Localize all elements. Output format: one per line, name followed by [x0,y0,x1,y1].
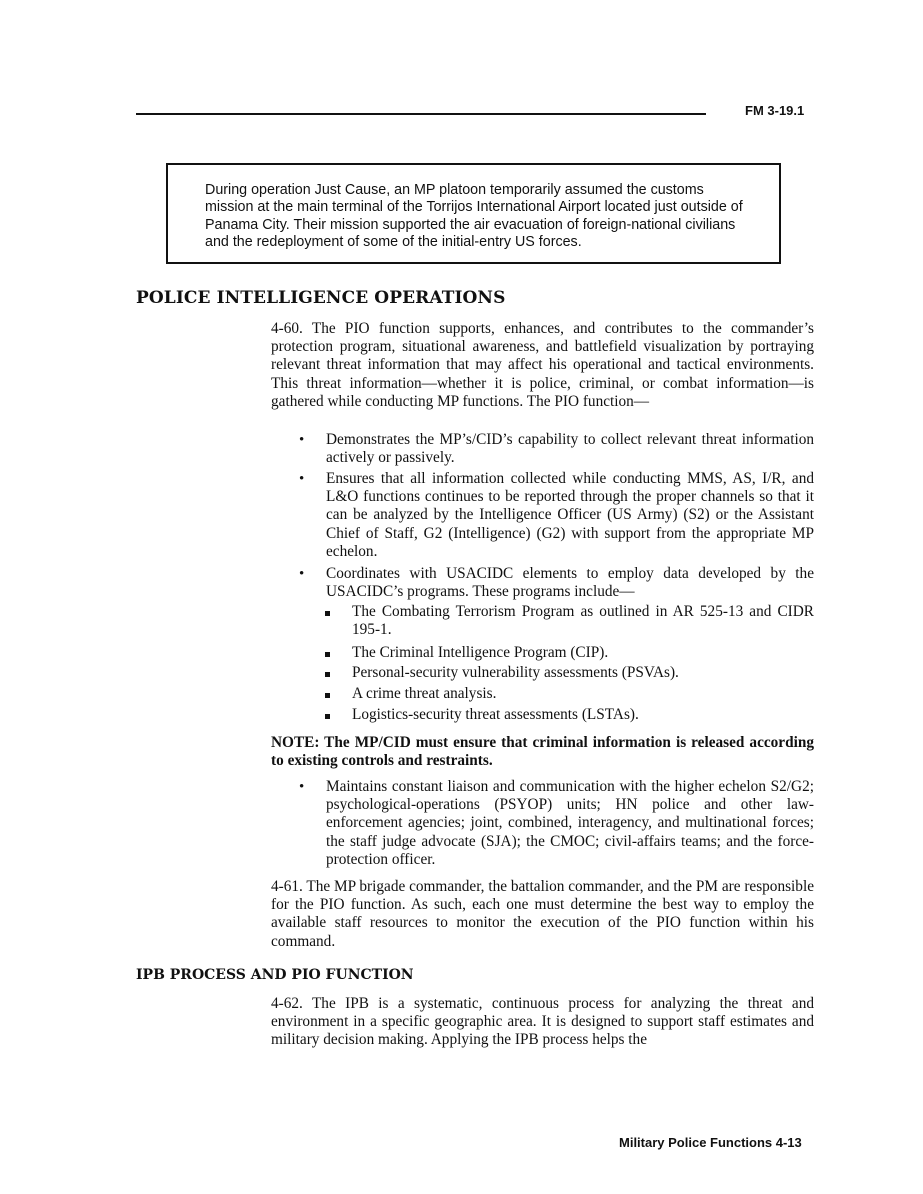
bullet-marker: • [299,566,305,582]
page-footer: Military Police Functions 4-13 [619,1135,802,1150]
sub-bullet-item: Personal-security vulnerability assessments (PSVAs). [352,664,679,681]
paragraph-4-61: 4-61. The MP brigade commander, the battalion commander, and the PM are responsible for the PIO function. As such, each one must determine the best way to employ the available staff resources to monitor the execution of the PIO function within his command. [271,878,814,950]
sub-bullet-item: The Criminal Intelligence Program (CIP). [352,644,609,661]
bullet-marker: • [299,471,305,487]
callout-text: During operation Just Cause, an MP platoon temporarily assumed the customs mission at the main terminal of the Torrijos International Airport located just outside of Panama City. Their mission supported the air evacuation of foreign-national civilians and the redeployment of some of the initial-entry US forces. [205,182,743,251]
note-text: NOTE: The MP/CID must ensure that criminal information is released according to existing controls and restraints. [271,734,814,770]
sub-bullet-marker [325,611,330,616]
bullet-item: Coordinates with USACIDC elements to employ data developed by the USACIDC’s programs. These programs include— [326,565,814,601]
sub-bullet-marker [325,672,330,677]
sub-bullet-marker [325,693,330,698]
bullet-marker: • [299,432,305,448]
sub-bullet-marker [325,652,330,657]
bullet-item: Maintains constant liaison and communication with the higher echelon S2/G2; psychological-operations (PSYOP) units; HN police and other law-enforcement agencies; joint, combined, interagency, and multinational forces; the staff judge advocate (SJA); the CMOC; civil-affairs teams; and the force-protection officer. [326,778,814,868]
bullet-item: Demonstrates the MP’s/CID’s capability to collect relevant threat information actively or passively. [326,431,814,467]
callout-box [166,163,781,264]
header-rule [136,113,706,115]
sub-bullet-item: Logistics-security threat assessments (LSTAs). [352,706,639,723]
sub-bullet-item: The Combating Terrorism Program as outlined in AR 525-13 and CIDR 195-1. [352,603,814,639]
section-heading-ipb: IPB PROCESS AND PIO FUNCTION [136,967,414,983]
sub-bullet-item: A crime threat analysis. [352,685,497,702]
bullet-item: Ensures that all information collected while conducting MMS, AS, I/R, and L&O functions continues to be reported through the proper channels so that it can be analyzed by the Intelligence Officer (US Army) (S2) or the Assistant Chief of Staff, G2 (Intelligence) (G2) with support from the appropriate MP echelon. [326,470,814,560]
paragraph-4-62: 4-62. The IPB is a systematic, continuous process for analyzing the threat and environment in a specific geographic area. It is designed to support staff estimates and military decision making. Applying the IPB process helps the [271,995,814,1049]
paragraph-4-60: 4-60. The PIO function supports, enhances, and contributes to the commander’s protection program, situational awareness, and battlefield visualization by portraying relevant threat information that may affect his operational and tactical environments. This threat information—whether it is police, criminal, or combat information—is gathered while conducting MP functions. The PIO function— [271,320,814,410]
sub-bullet-marker [325,714,330,719]
section-heading-pio: POLICE INTELLIGENCE OPERATIONS [136,288,506,308]
publication-number: FM 3-19.1 [745,103,805,118]
bullet-marker: • [299,779,305,795]
